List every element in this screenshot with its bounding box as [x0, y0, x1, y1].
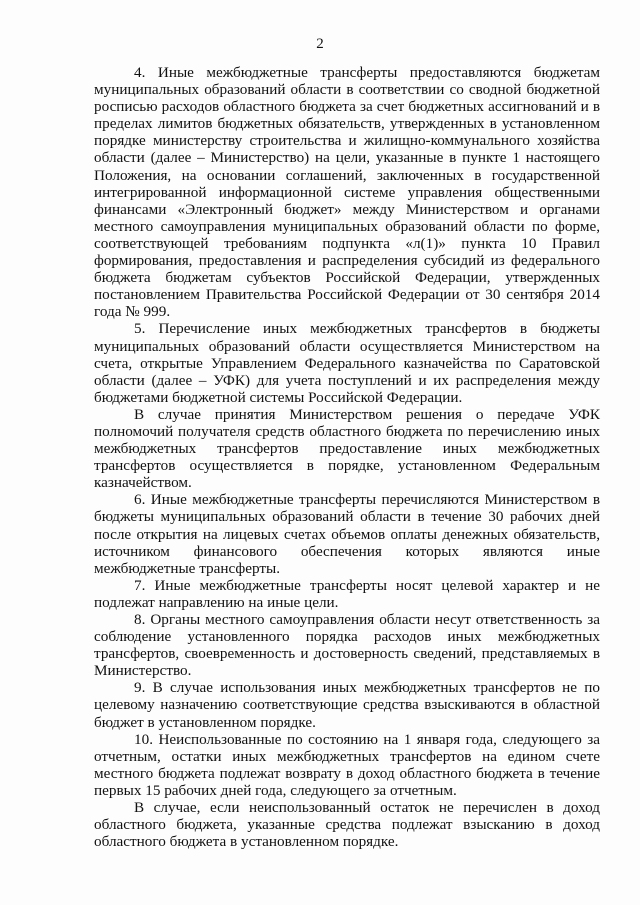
paragraph-5-continuation: В случае принятия Министерством решения о передаче УФК полномочий получателя средств областного бюджета по перечислению иных межбюджетных трансфертов предоставление иных межбюджетных трансфертов осуществляется в порядке, установленном Федеральным казначейством.	[94, 405, 600, 492]
paragraph-10-continuation: В случае, если неиспользованный остаток не перечислен в доход областного бюджета, указанные средства подлежат взысканию в доход областного бюджета в установленном порядке.	[94, 799, 600, 851]
paragraph-8: 8. Органы местного самоуправления области несут ответственность за соблюдение установленного порядка расходов иных межбюджетных трансфертов, своевременность и достоверность сведений, представляемых в Министерство.	[94, 611, 600, 680]
paragraph-10: 10. Неиспользованные по состоянию на 1 января года, следующего за отчетным, остатки иных межбюджетных трансфертов на едином счете местного бюджета подлежат возврату в доход областного бюджета в течение первых 15 рабочих дней года, следующего за отчетным.	[94, 730, 600, 799]
paragraph-6: 6. Иные межбюджетные трансферты перечисляются Министерством в бюджеты муниципальных образований области в течение 30 рабочих дней после открытия на лицевых счетах объемов оплаты денежных обязательств, источником финансового обеспечения которых являются иные межбюджетные трансферты.	[94, 491, 600, 577]
paragraph-9: 9. В случае использования иных межбюджетных трансфертов не по целевому назначению соответствующие средства взыскиваются в областной бюджет в установленном порядке.	[94, 679, 600, 731]
paragraph-5: 5. Перечисление иных межбюджетных трансфертов в бюджеты муниципальных образований области осуществляется Министерством на счета, открытые Управлением Федерального казначейства по Саратовской области (далее – УФК) для учета поступлений и их распределения между бюджетами бюджетной системы Российской Федерации.	[94, 320, 600, 406]
paragraph-4: 4. Иные межбюджетные трансферты предоставляются бюджетам муниципальных образований области в соответствии со сводной бюджетной росписью расходов областного бюджета за счет бюджетных ассигнований и в пределах лимитов бюджетных обязательств, утвержденных в установленном порядке министерству строительства и жилищно-коммунального хозяйства области (далее – Министерство) на цели, указанные в пункте 1 настоящего Положения, на основании соглашений, заключенных в государственной интегрированной информационной системе управления общественными финансами «Электронный бюджет» между Министерством и органами местного самоуправления муниципальных образований области по форме, соответствующей требованиям подпункта «л(1)» пункта 10 Правил формирования, предоставления и распределения субсидий из федерального бюджета бюджетам субъектов Российской Федерации, утвержденных постановлением Правительства Российской Федерации от 30 сентября 2014 года № 999.	[94, 64, 600, 321]
page-number: 2	[316, 36, 324, 52]
paragraph-7: 7. Иные межбюджетные трансферты носят целевой характер и не подлежат направлению на иные цели.	[94, 576, 600, 611]
document-body	[94, 64, 600, 850]
